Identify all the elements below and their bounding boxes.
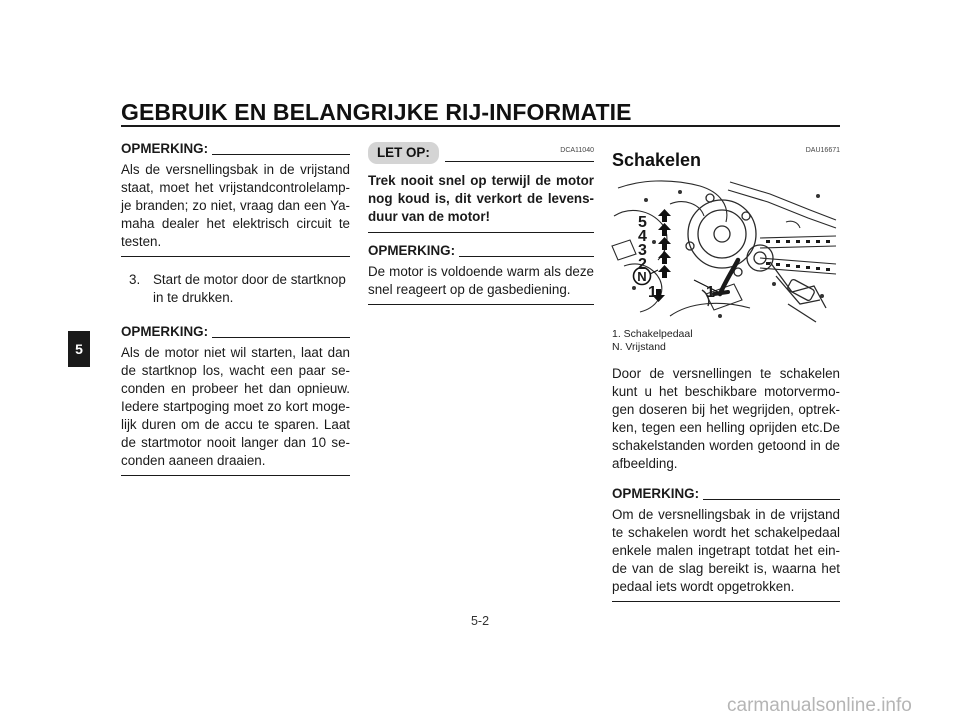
note-heading — [121, 140, 350, 158]
note-label: OPMERKING: — [368, 243, 456, 258]
gear-label-4: 4 — [638, 228, 647, 245]
note-heading — [121, 323, 350, 341]
body-text: Door de versnellingen te schakelen kunt u het beschikbare motorvermo- gen doseren bij het wegrijden, optrek- ken, tegen een helling oprijden etc.De schakelstanden worden getoond in de afbeelding. — [612, 366, 840, 471]
reference-code: DAU16671 — [805, 147, 840, 154]
column-2 — [368, 142, 594, 305]
note-rule — [459, 256, 594, 257]
note-text: Als de versnellingsbak in de vrijstand staat, moet het vrijstandcontrolelamp- je branden; zo niet, vraag dan een Ya- maha dealer het elektrisch circuit te testen. — [121, 162, 350, 249]
page-title: GEBRUIK EN BELANGRIJKE RIJ-INFORMATIE — [121, 99, 632, 125]
gear-shift-figure — [610, 176, 838, 324]
note-label: OPMERKING: — [121, 141, 209, 156]
caution-end-rule — [368, 232, 594, 233]
gear-label-3: 3 — [638, 242, 647, 259]
caption-item: 1. Schakelpedaal — [612, 328, 693, 340]
note-text: Als de motor niet wil starten, laat dan de startknop los, wacht een paar se- conden en probeer het dan opnieuw. Iedere startpoging moet zo kort moge- lijk duren om de accu te sparen. Laat de startmotor nooit langer dan 10 se- conden aaneen draaien. — [121, 345, 350, 468]
title-rule — [121, 125, 840, 127]
caution-text: Trek nooit snel op terwijl de motor nog koud is, dit verkort de levens- duur van de motor! — [368, 173, 594, 224]
figure-caption — [612, 328, 840, 354]
note-label: OPMERKING: — [121, 324, 209, 339]
note-text: De motor is voldoende warm als deze snel reageert op de gasbediening. — [368, 264, 594, 297]
note-end-rule — [612, 601, 840, 602]
step-text: Start de motor door de startknop in te drukken. — [153, 272, 346, 305]
note-heading — [612, 485, 840, 503]
page-number: 5-2 — [470, 614, 490, 628]
note-rule — [212, 337, 350, 338]
note-rule — [703, 499, 840, 500]
gear-label-2: 2 — [638, 256, 647, 273]
note-end-rule — [121, 256, 350, 257]
note-heading — [368, 242, 594, 260]
caution-badge: LET OP: — [368, 142, 439, 164]
chapter-tab: 5 — [68, 331, 90, 367]
gear-label-1: 1 — [648, 284, 657, 301]
gear-label-neutral: N — [637, 269, 647, 284]
section-title: Schakelen — [612, 150, 702, 170]
pedal-callout: 1 — [706, 284, 715, 301]
caption-item: N. Vrijstand — [612, 341, 666, 353]
note-label: OPMERKING: — [612, 486, 700, 501]
reference-code: DCA11040 — [560, 147, 594, 154]
column-1 — [121, 140, 350, 476]
watermark: carmanualsonline.info — [727, 695, 912, 716]
note-text: Om de versnellingsbak in de vrijstand te schakelen wordt het schakelpedaal enkele malen ingetrapt totdat het ein- de van de slag bereikt is, waarna het pedaal iets wordt opgetrokken. — [612, 507, 840, 594]
gear-label-5: 5 — [638, 214, 647, 231]
step-number: 3. — [129, 272, 141, 287]
note-end-rule — [121, 475, 350, 476]
caution-heading — [368, 142, 594, 164]
caution-rule — [445, 161, 594, 162]
column-3 — [612, 142, 840, 602]
note-end-rule — [368, 304, 594, 305]
note-rule — [212, 154, 350, 155]
step-item — [121, 271, 350, 307]
